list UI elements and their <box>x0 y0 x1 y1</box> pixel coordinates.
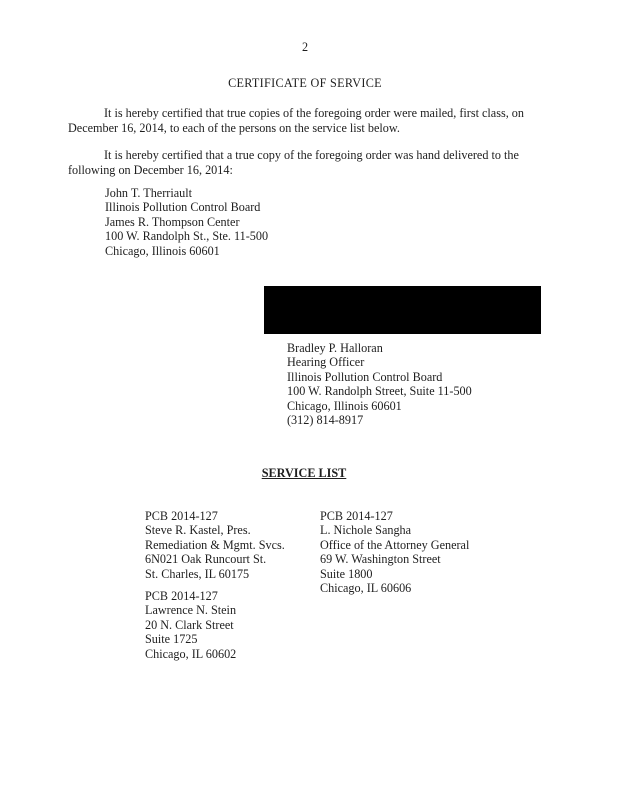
addressee-name: John T. Therriault <box>105 186 192 200</box>
entry-street: 20 N. Clark Street <box>145 617 234 632</box>
service-list-entry <box>320 509 469 595</box>
document-title: CERTIFICATE OF SERVICE <box>228 76 382 90</box>
entry-street: 69 W. Washington Street <box>320 552 441 567</box>
entry-name: Lawrence N. Stein <box>145 603 237 618</box>
entry-case-number: PCB 2014-127 <box>320 509 393 523</box>
entry-case-number: PCB 2014-127 <box>145 589 218 604</box>
signer-name: Bradley P. Halloran <box>287 341 383 355</box>
hand-delivery-addressee <box>105 186 268 258</box>
addressee-building: James R. Thompson Center <box>105 214 240 229</box>
mailing-certification-paragraph: It is hereby certified that true copies of the foregoing order were mailed, first class, on December 16, 2014, to each of the persons on the service list below. <box>68 106 524 135</box>
entry-city: Chicago, IL 60602 <box>145 646 237 661</box>
entry-organization: Remediation & Mgmt. Svcs. <box>145 537 285 552</box>
service-list-right-column <box>320 509 469 595</box>
addressee-organization: Illinois Pollution Control Board <box>105 200 261 215</box>
entry-name: L. Nichole Sangha <box>320 523 412 538</box>
entry-street: 6N021 Oak Runcourt St. <box>145 552 267 567</box>
signer-block <box>287 341 472 427</box>
signer-street: 100 W. Randolph Street, Suite 11-500 <box>287 384 472 399</box>
signer-phone: (312) 814-8917 <box>287 413 364 428</box>
entry-city: St. Charles, IL 60175 <box>145 566 250 581</box>
signer-title: Hearing Officer <box>287 355 365 370</box>
service-list-heading: SERVICE LIST <box>261 466 347 480</box>
entry-suite: Suite 1725 <box>145 632 198 647</box>
page-number: 2 <box>301 40 309 54</box>
addressee-city: Chicago, Illinois 60601 <box>105 243 220 258</box>
entry-case-number: PCB 2014-127 <box>145 509 218 523</box>
addressee-street: 100 W. Randolph St., Ste. 11-500 <box>105 229 269 244</box>
service-list-entry <box>145 509 285 581</box>
service-list-entry <box>145 589 285 661</box>
hand-delivery-certification-paragraph: It is hereby certified that a true copy of the foregoing order was hand delivered to the following on December 16, 2014: <box>68 148 519 177</box>
entry-name: Steve R. Kastel, Pres. <box>145 523 251 538</box>
entry-city: Chicago, IL 60606 <box>320 581 412 596</box>
entry-suite: Suite 1800 <box>320 566 373 581</box>
entry-organization: Office of the Attorney General <box>320 537 470 552</box>
signer-city: Chicago, Illinois 60601 <box>287 398 402 413</box>
signer-organization: Illinois Pollution Control Board <box>287 369 443 384</box>
service-list-left-column <box>145 509 285 661</box>
redacted-signature-block <box>264 286 541 334</box>
